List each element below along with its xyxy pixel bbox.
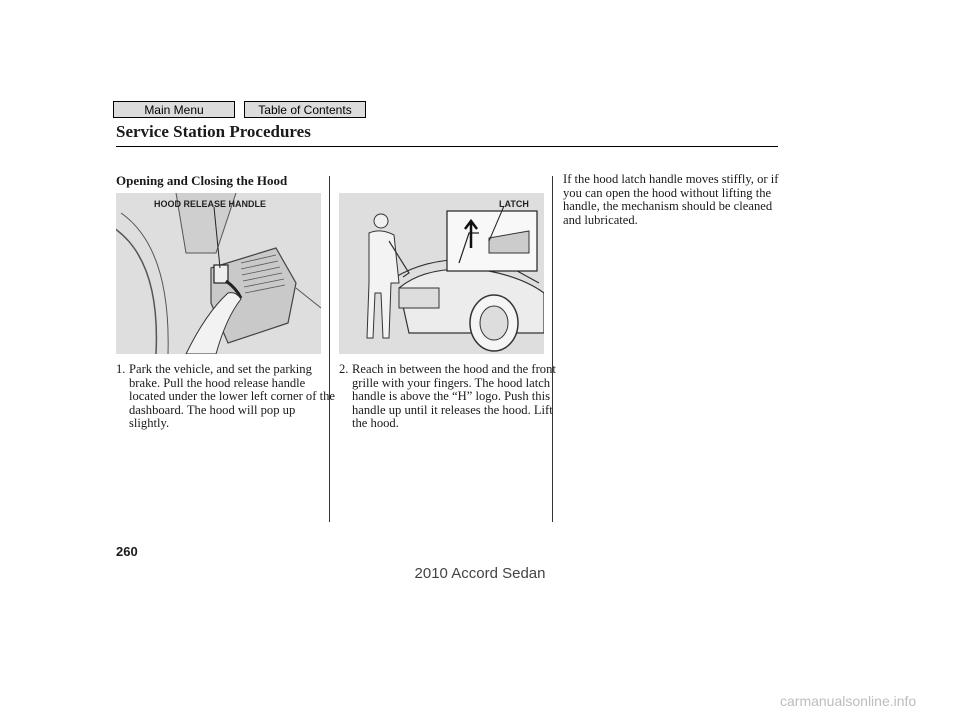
table-of-contents-button[interactable]: Table of Contents <box>244 101 366 118</box>
title-divider <box>116 146 778 147</box>
hood-latch-drawing <box>339 193 544 354</box>
latch-label: LATCH <box>499 199 529 209</box>
lubrication-note: If the hood latch handle moves stiffly, or if you can open the hood without lifting the handle, the mechanism should be cleaned and lubricated. <box>563 172 779 227</box>
main-menu-button[interactable]: Main Menu <box>113 101 235 118</box>
step-2-number: 2. <box>339 362 349 376</box>
step-1-number: 1. <box>116 362 126 376</box>
hood-latch-illustration <box>339 193 544 354</box>
site-watermark: carmanualsonline.info <box>780 693 917 709</box>
hood-release-illustration <box>116 193 321 354</box>
hood-release-label: HOOD RELEASE HANDLE <box>154 199 267 209</box>
step-2-text: Reach in between the hood and the front grille with your fingers. The hood latch handle is above the “H” logo. Push this handle up until it releases the hood. Lift the hood. <box>352 362 556 431</box>
step-1-text: Park the vehicle, and set the parking brake. Pull the hood release handle located under the lower left corner of the dashboard. The hood will pop up slightly. <box>129 362 335 431</box>
page-title: Service Station Procedures <box>116 122 311 141</box>
column-divider-1 <box>329 176 330 522</box>
page-number: 260 <box>116 544 138 559</box>
vehicle-model-footer: 2010 Accord Sedan <box>414 565 546 582</box>
column-divider-2 <box>552 176 553 522</box>
hood-release-drawing <box>116 193 321 354</box>
section-subtitle: Opening and Closing the Hood <box>116 173 288 188</box>
